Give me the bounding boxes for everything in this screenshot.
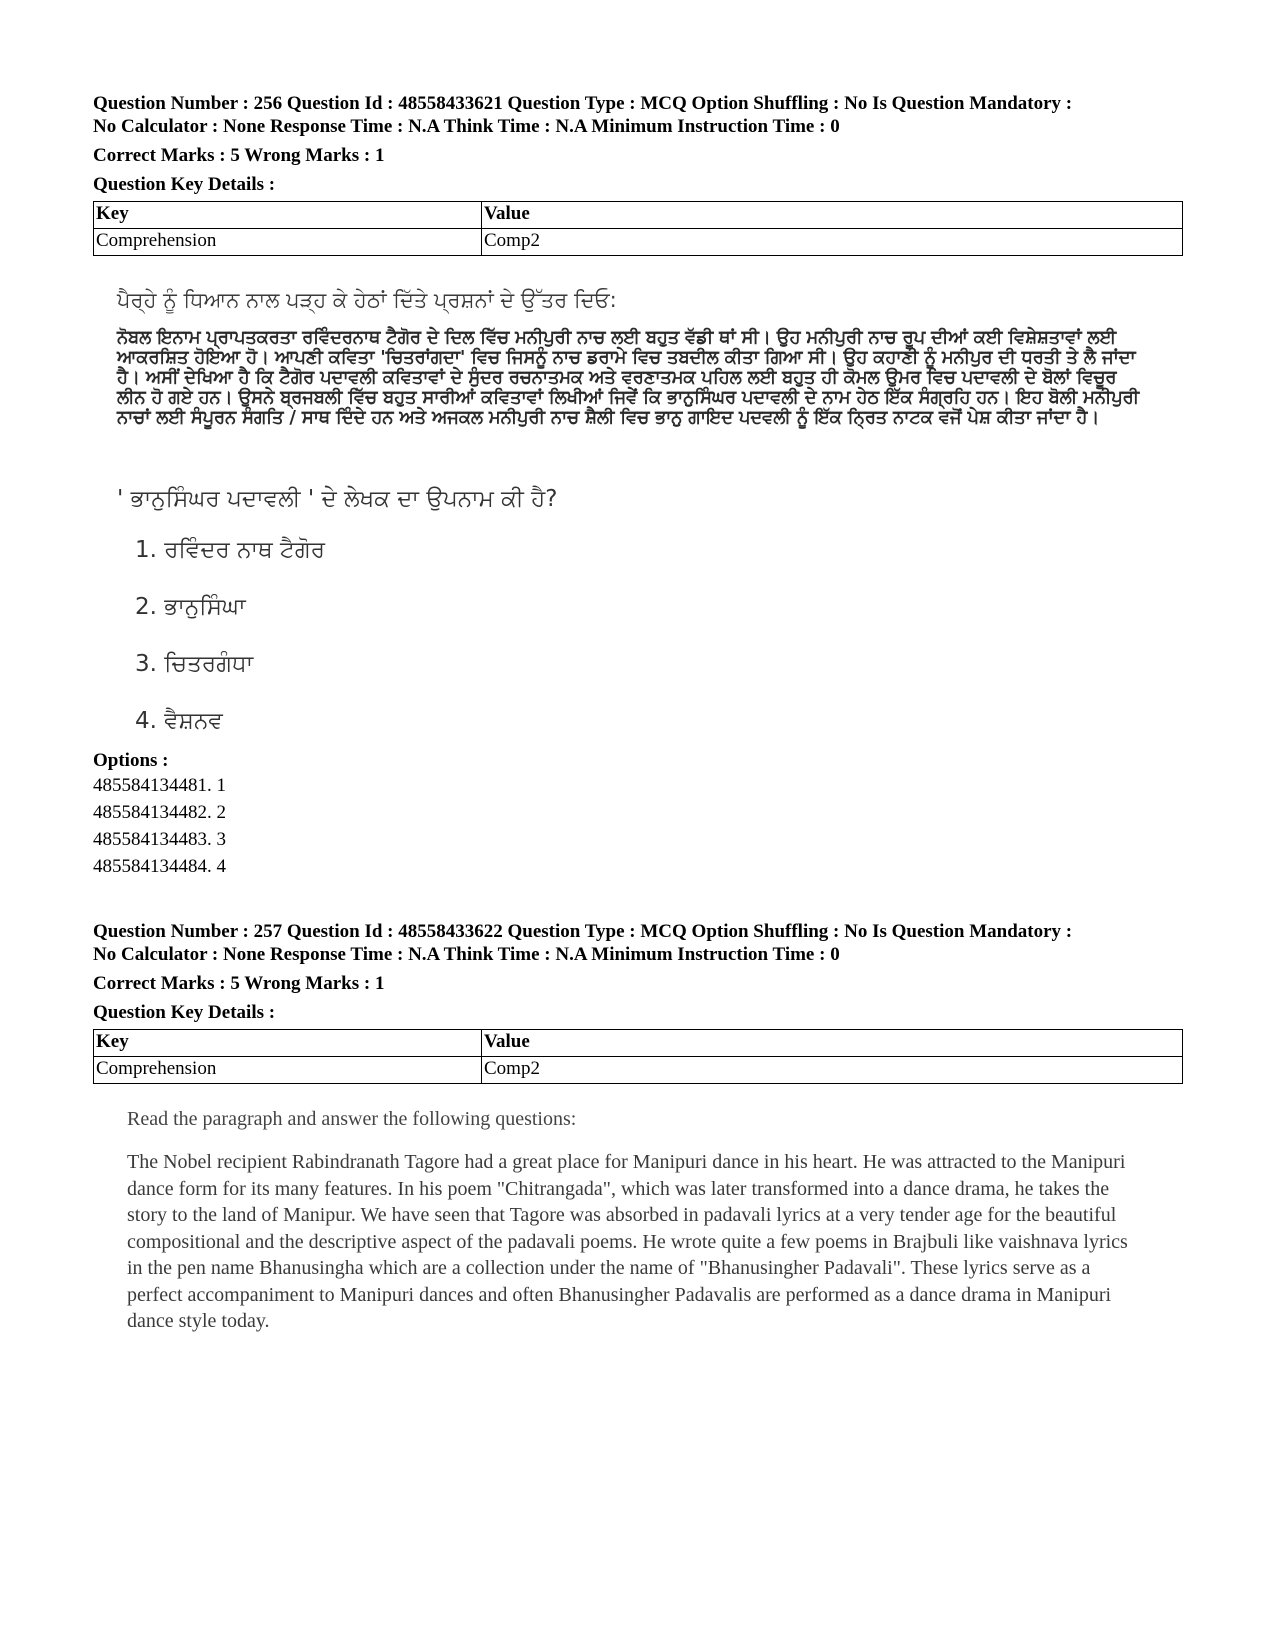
table-header-value: Value — [482, 1030, 1183, 1057]
choice-item: 2. ਭਾਨੁਸਿੰਘਾ — [135, 594, 246, 620]
table-header-row — [94, 1030, 1183, 1057]
table-cell-key: Comprehension — [94, 1057, 482, 1084]
passage-text: The Nobel recipient Rabindranath Tagore had a great place for Manipuri dance in his heart. He was attracted to the Manipuri dance form for its many features. In his poem "Chitrangada", which was later transformed into a dance drama, he takes the story to the land of Manipur. We have seen that Tagore was absorbed in padavali lyrics at a very tender age for the beautiful compositional and the descriptive aspect of the padavali poems. He wrote quite a few poems in Brajbuli like vaishnava lyrics in the pen name Bhanusingha which are a collection under the name of "Bhanusingher Padavali". These lyrics serve as a perfect accompaniment to Manipuri dances and often Bhanusingher Padavalis are performed as a dance drama in Manipuri dance style today. — [127, 1151, 1128, 1332]
marks-line: Correct Marks : 5 Wrong Marks : 1 — [93, 973, 385, 994]
marks-line: Correct Marks : 5 Wrong Marks : 1 — [93, 145, 385, 166]
passage-instruction: ਪੈਰ੍ਹੇ ਨੂੰ ਧਿਆਨ ਨਾਲ ਪੜ੍ਹ ਕੇ ਹੇਠਾਂ ਦਿੱਤੇ ਪ੍ਰਸ਼ਨਾਂ ਦੇ ਉੱਤਰ ਦਿਓ: — [117, 288, 617, 312]
question-meta-line1: Question Number : 256 Question Id : 48558433621 Question Type : MCQ Option Shuffling : No Is Question Mandatory : — [93, 93, 1073, 114]
key-details-label: Question Key Details : — [93, 1002, 276, 1023]
choice-item: 1. ਰਵਿੰਦਰ ਨਾਥ ਟੈਗੋਰ — [135, 537, 325, 563]
table-header-key: Key — [94, 202, 482, 229]
question-meta-line2: No Calculator : None Response Time : N.A Think Time : N.A Minimum Instruction Time : 0 — [93, 116, 840, 137]
option-id: 485584134481. 1 — [93, 775, 226, 796]
question-block-257 — [93, 920, 1183, 1335]
choice-item: 3. ਚਿਤਰਗੰਧਾ — [135, 651, 254, 677]
table-cell-key: Comprehension — [94, 229, 482, 256]
option-id: 485584134484. 4 — [93, 856, 226, 877]
question-meta-line2: No Calculator : None Response Time : N.A Think Time : N.A Minimum Instruction Time : 0 — [93, 944, 840, 965]
passage-text: ਨੋਬਲ ਇਨਾਮ ਪ੍ਰਾਪਤਕਰਤਾ ਰਵਿੰਦਰਨਾਥ ਟੈਗੋਰ ਦੇ ਦਿਲ ਵਿੱਚ ਮਨੀਪੁਰੀ ਨਾਚ ਲਈ ਬਹੁਤ ਵੱਡੀ ਥਾਂ ਸੀ। ਉਹ ਮਨੀਪੁਰੀ ਨਾਚ ਰੂਪ ਦੀਆਂ ਕਈ ਵਿਸ਼ੇਸ਼ਤਾਵਾਂ ਲਈ ਆਕਰਸ਼ਿਤ ਹੋਇਆ ਹੋ। ਆਪਣੀ ਕਵਿਤਾ 'ਚਿਤਰਾਂਗਦਾ' ਵਿਚ ਜਿਸਨੂੰ ਨਾਚ ਡਰਾਮੇ ਵਿਚ ਤਬਦੀਲ ਕੀਤਾ ਗਿਆ ਸੀ। ਉਹ ਕਹਾਣੀ ਨੂੰ ਮਨੀਪੁਰ ਦੀ ਧਰਤੀ ਤੇ ਲੈ ਜਾਂਦਾ ਹੈ। ਅਸੀਂ ਦੇਖਿਆ ਹੈ ਕਿ ਟੈਗੋਰ ਪਦਾਵਲੀ ਕਵਿਤਾਵਾਂ ਦੇ ਸੁੰਦਰ ਰਚਨਾਤਮਕ ਅਤੇ ਵਰਣਾਤਮਕ ਪਹਿਲ ਲਈ ਬਹੁਤ ਹੀ ਕੋਮਲ ਉਮਰ ਵਿਚ ਪਦਾਵਲੀ ਦੇ ਬੋਲਾਂ ਵਿਚੂਰ ਲੀਨ ਹੋ ਗਏ ਹਨ। ਉਸਨੇ ਬ੍ਰਜਬਲੀ ਵਿੱਚ ਬਹੁਤ ਸਾਰੀਆਂ ਕਵਿਤਾਵਾਂ ਲਿਖੀਆਂ ਜਿਵੇਂ ਕਿ ਭਾਨੁਸਿੰਘਰ ਪਦਾਵਲੀ ਦੇ ਨਾਮ ਹੇਠ ਇੱਕ ਸੰਗ੍ਰਹਿ ਹਨ। ਇਹ ਬੋਲੀ ਮਨੀਪੁਰੀ ਨਾਚਾਂ ਲਈ ਸੰਪੂਰਨ ਸੰਗਤਿ / ਸਾਥ ਦਿੰਦੇ ਹਨ ਅਤੇ ਅਜਕਲ ਮਨੀਪੁਰੀ ਨਾਚ ਸ਼ੈਲੀ ਵਿਚ ਭਾਨੁ ਗਾਇਦ ਪਦਵਲੀ ਨੂੰ ਇੱਕ ਨ੍ਰਿਤ ਨਾਟਕ ਵਜੋਂ ਪੇਸ਼ ਕੀਤਾ ਜਾਂਦਾ ਹੈ। — [117, 327, 1140, 428]
table-cell-value: Comp2 — [482, 229, 1183, 256]
table-row — [94, 1057, 1183, 1084]
choice-item: 4. ਵੈਸ਼ਨਵ — [135, 708, 223, 734]
document-page — [93, 92, 1183, 1375]
table-row — [94, 229, 1183, 256]
key-details-table — [93, 201, 1183, 256]
table-header-key: Key — [94, 1030, 482, 1057]
table-header-row — [94, 202, 1183, 229]
option-id: 485584134483. 3 — [93, 829, 226, 850]
table-header-value: Value — [482, 202, 1183, 229]
options-label: Options : — [93, 750, 169, 771]
option-id: 485584134482. 2 — [93, 802, 226, 823]
passage-region — [93, 286, 1183, 428]
question-text: ' ਭਾਨੁਸਿੰਘਰ ਪਦਾਵਲੀ ' ਦੇ ਲੇਖਕ ਦਾ ਉਪਨਾਮ ਕੀ ਹੈ? — [117, 486, 558, 512]
passage-instruction: Read the paragraph and answer the following questions: — [127, 1108, 577, 1130]
table-cell-value: Comp2 — [482, 1057, 1183, 1084]
key-details-label: Question Key Details : — [93, 174, 276, 195]
choice-list — [93, 537, 1183, 740]
question-meta-line1: Question Number : 257 Question Id : 48558433622 Question Type : MCQ Option Shuffling : No Is Question Mandatory : — [93, 921, 1073, 942]
key-details-table — [93, 1029, 1183, 1084]
question-block-256 — [93, 92, 1183, 880]
